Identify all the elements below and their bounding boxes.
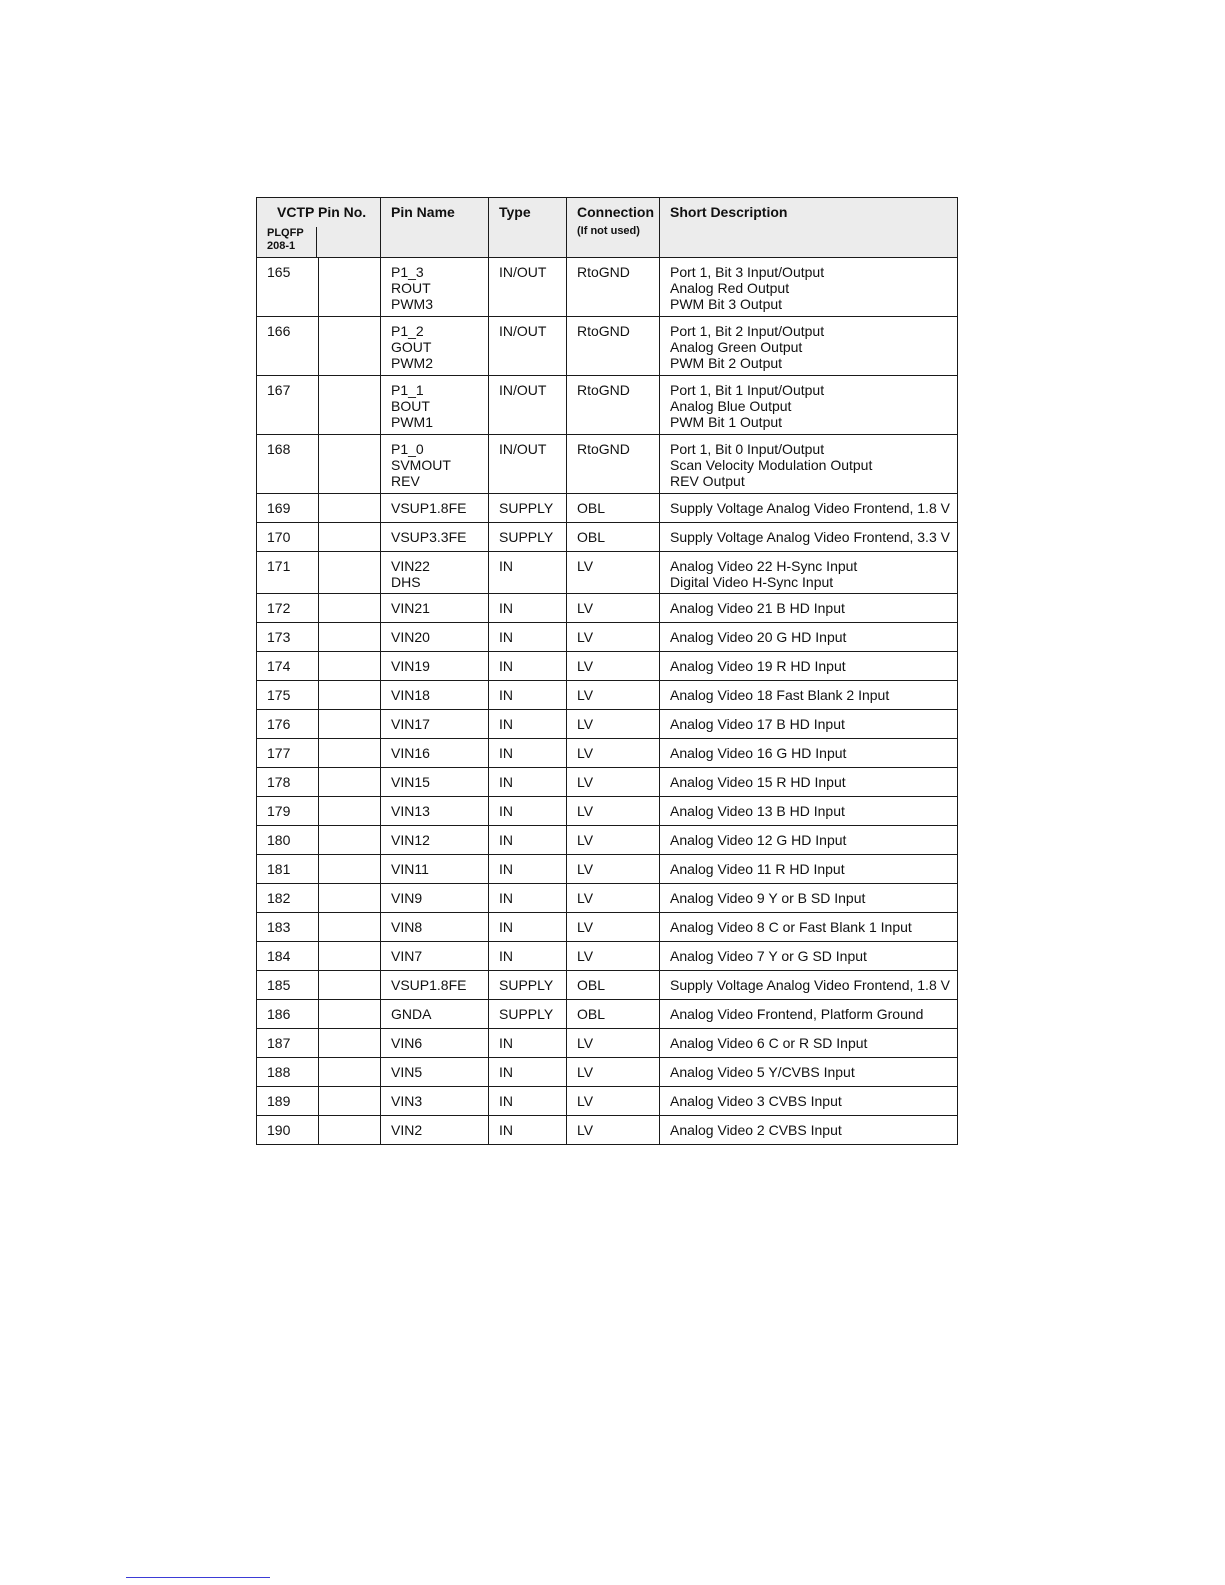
connection-cell: LV: [567, 942, 660, 971]
table-row: [257, 376, 958, 435]
pin-number-cell: 179: [257, 797, 319, 826]
connection-cell: LV: [567, 652, 660, 681]
package-pin-cell: [319, 768, 381, 797]
pin-number-cell: 177: [257, 739, 319, 768]
pin-type-cell: IN: [489, 913, 567, 942]
pin-name-line: VIN3: [391, 1093, 423, 1109]
table-row: [257, 797, 958, 826]
pin-name-line: ROUT: [391, 280, 431, 296]
description-line: Supply Voltage Analog Video Frontend, 1.8 V: [670, 977, 950, 993]
description-line: PWM Bit 1 Output: [670, 414, 783, 430]
connection-cell: RtoGND: [567, 258, 660, 317]
pin-number-cell: 166: [257, 317, 319, 376]
pin-number-cell: 190: [257, 1116, 319, 1145]
table-row: [257, 913, 958, 942]
connection-cell: LV: [567, 1029, 660, 1058]
connection-cell: LV: [567, 681, 660, 710]
header-pin-number-label: VCTP Pin No.: [277, 204, 367, 220]
connection-cell: OBL: [567, 971, 660, 1000]
table-header-row: [257, 198, 958, 258]
description-cell: [660, 913, 958, 942]
description-line: Analog Video 16 G HD Input: [670, 745, 847, 761]
connection-cell: OBL: [567, 523, 660, 552]
header-package-label: [257, 227, 317, 258]
description-line: Port 1, Bit 2 Input/Output: [670, 323, 825, 339]
pin-name-line: VIN21: [391, 600, 430, 616]
description-line: Digital Video H-Sync Input: [670, 574, 834, 590]
description-cell: [660, 768, 958, 797]
pin-type-cell: IN: [489, 594, 567, 623]
connection-cell: OBL: [567, 494, 660, 523]
description-cell: [660, 1029, 958, 1058]
description-line: Analog Red Output: [670, 280, 790, 296]
connection-cell: LV: [567, 552, 660, 594]
pin-type-cell: IN: [489, 1058, 567, 1087]
package-pin-cell: [319, 435, 381, 494]
connection-cell: LV: [567, 710, 660, 739]
package-pin-cell: [319, 942, 381, 971]
description-cell: [660, 1087, 958, 1116]
pin-type-cell: IN: [489, 1116, 567, 1145]
pin-name-line: VSUP1.8FE: [391, 977, 467, 993]
pin-type-cell: IN: [489, 826, 567, 855]
pin-name-line: GNDA: [391, 1006, 432, 1022]
description-line: Analog Video 11 R HD Input: [670, 861, 845, 877]
header-connection-sublabel: (If not used): [577, 225, 640, 237]
pin-number-cell: 172: [257, 594, 319, 623]
description-line: Analog Video 6 C or R SD Input: [670, 1035, 868, 1051]
description-line: Port 1, Bit 3 Input/Output: [670, 264, 825, 280]
description-line: Analog Video 9 Y or B SD Input: [670, 890, 866, 906]
connection-cell: RtoGND: [567, 435, 660, 494]
pin-name-line: P1_1: [391, 382, 424, 398]
pin-number-cell: 174: [257, 652, 319, 681]
connection-cell: OBL: [567, 1000, 660, 1029]
package-pin-cell: [319, 494, 381, 523]
pin-type-cell: IN: [489, 1087, 567, 1116]
package-pin-cell: [319, 652, 381, 681]
pin-name-line: PWM1: [391, 414, 433, 430]
pin-name-line: PWM3: [391, 296, 433, 312]
pin-name-line: DHS: [391, 574, 421, 590]
connection-cell: LV: [567, 1058, 660, 1087]
description-cell: [660, 826, 958, 855]
description-cell: [660, 652, 958, 681]
package-pin-cell: [319, 1058, 381, 1087]
package-pin-cell: [319, 710, 381, 739]
pin-name-cell: [381, 768, 489, 797]
description-line: Analog Video 18 Fast Blank 2 Input: [670, 687, 890, 703]
pin-name-cell: [381, 884, 489, 913]
pin-name-line: VIN22: [391, 558, 430, 574]
table-row: [257, 768, 958, 797]
pin-name-line: VIN5: [391, 1064, 423, 1080]
pin-name-cell: [381, 435, 489, 494]
description-cell: [660, 594, 958, 623]
pin-name-cell: [381, 258, 489, 317]
pin-name-line: VSUP3.3FE: [391, 529, 467, 545]
table-row: [257, 435, 958, 494]
connection-cell: LV: [567, 797, 660, 826]
pin-name-cell: [381, 826, 489, 855]
pin-number-cell: 186: [257, 1000, 319, 1029]
header-pin-name: Pin Name: [381, 198, 489, 258]
header-pin-number: [257, 198, 381, 258]
pin-type-cell: IN: [489, 942, 567, 971]
table-row: [257, 1116, 958, 1145]
pin-type-cell: IN/OUT: [489, 376, 567, 435]
pin-type-cell: IN: [489, 768, 567, 797]
description-line: Supply Voltage Analog Video Frontend, 1.8 V: [670, 500, 950, 516]
package-pin-cell: [319, 681, 381, 710]
footnote-link-underline: [126, 1577, 270, 1578]
table-row: [257, 258, 958, 317]
pin-name-line: PWM2: [391, 355, 433, 371]
pin-name-line: P1_3: [391, 264, 424, 280]
table-row: [257, 710, 958, 739]
table-row: [257, 971, 958, 1000]
pin-type-cell: IN: [489, 797, 567, 826]
table-row: [257, 494, 958, 523]
pin-name-line: P1_0: [391, 441, 424, 457]
header-connection: [567, 198, 660, 258]
description-cell: [660, 971, 958, 1000]
pin-number-cell: 183: [257, 913, 319, 942]
pin-name-line: VIN19: [391, 658, 430, 674]
pin-number-cell: 187: [257, 1029, 319, 1058]
description-cell: [660, 710, 958, 739]
pin-name-line: VIN15: [391, 774, 430, 790]
pin-name-cell: [381, 797, 489, 826]
pin-name-cell: [381, 913, 489, 942]
description-line: REV Output: [670, 473, 745, 489]
pin-number-cell: 175: [257, 681, 319, 710]
pin-number-cell: 169: [257, 494, 319, 523]
description-cell: [660, 494, 958, 523]
package-pin-cell: [319, 523, 381, 552]
pin-number-cell: 181: [257, 855, 319, 884]
table-row: [257, 523, 958, 552]
description-line: Port 1, Bit 0 Input/Output: [670, 441, 825, 457]
header-connection-label: Connection: [577, 204, 654, 220]
pin-name-cell: [381, 1000, 489, 1029]
description-line: Supply Voltage Analog Video Frontend, 3.3 V: [670, 529, 950, 545]
pin-number-cell: 170: [257, 523, 319, 552]
pin-type-cell: IN: [489, 1029, 567, 1058]
description-cell: [660, 317, 958, 376]
pin-name-line: VIN6: [391, 1035, 423, 1051]
connection-cell: LV: [567, 1087, 660, 1116]
connection-cell: LV: [567, 913, 660, 942]
table-row: [257, 652, 958, 681]
pin-name-cell: [381, 1087, 489, 1116]
description-cell: [660, 1000, 958, 1029]
package-pin-cell: [319, 317, 381, 376]
pin-name-cell: [381, 652, 489, 681]
pin-name-cell: [381, 623, 489, 652]
description-cell: [660, 623, 958, 652]
pin-number-cell: 178: [257, 768, 319, 797]
pin-name-cell: [381, 1116, 489, 1145]
pin-description-table: [256, 197, 958, 1145]
pin-name-line: VIN7: [391, 948, 423, 964]
pin-name-cell: [381, 494, 489, 523]
description-line: Analog Video Frontend, Platform Ground: [670, 1006, 924, 1022]
table-row: [257, 594, 958, 623]
package-pin-cell: [319, 913, 381, 942]
pin-name-line: VIN8: [391, 919, 423, 935]
pin-name-line: SVMOUT: [391, 457, 451, 473]
table-body: [257, 258, 958, 1145]
pin-number-cell: 184: [257, 942, 319, 971]
pin-name-line: VSUP1.8FE: [391, 500, 467, 516]
table-row: [257, 681, 958, 710]
pin-name-cell: [381, 739, 489, 768]
package-pin-cell: [319, 552, 381, 594]
connection-cell: LV: [567, 768, 660, 797]
description-line: Port 1, Bit 1 Input/Output: [670, 382, 825, 398]
package-pin-cell: [319, 739, 381, 768]
connection-cell: LV: [567, 884, 660, 913]
table-row: [257, 942, 958, 971]
header-package-line: PLQFP: [267, 227, 304, 239]
pin-type-cell: IN: [489, 681, 567, 710]
pin-type-cell: IN/OUT: [489, 258, 567, 317]
description-line: Analog Video 22 H-Sync Input: [670, 558, 858, 574]
pin-name-cell: [381, 376, 489, 435]
description-cell: [660, 884, 958, 913]
pin-number-cell: 189: [257, 1087, 319, 1116]
connection-cell: RtoGND: [567, 376, 660, 435]
description-cell: [660, 258, 958, 317]
description-line: Analog Video 20 G HD Input: [670, 629, 847, 645]
connection-cell: LV: [567, 855, 660, 884]
description-line: PWM Bit 3 Output: [670, 296, 783, 312]
table-row: [257, 1000, 958, 1029]
pin-name-cell: [381, 552, 489, 594]
connection-cell: LV: [567, 826, 660, 855]
table-row: [257, 826, 958, 855]
description-cell: [660, 681, 958, 710]
pin-type-cell: SUPPLY: [489, 971, 567, 1000]
description-cell: [660, 797, 958, 826]
table-row: [257, 317, 958, 376]
pin-name-cell: [381, 594, 489, 623]
table-row: [257, 552, 958, 594]
pin-type-cell: IN: [489, 884, 567, 913]
description-cell: [660, 523, 958, 552]
description-cell: [660, 1058, 958, 1087]
pin-name-cell: [381, 681, 489, 710]
pin-name-line: VIN13: [391, 803, 430, 819]
pin-number-cell: 168: [257, 435, 319, 494]
pin-number-cell: 185: [257, 971, 319, 1000]
description-line: Analog Video 2 CVBS Input: [670, 1122, 842, 1138]
pin-number-cell: 171: [257, 552, 319, 594]
package-pin-cell: [319, 376, 381, 435]
table-row: [257, 884, 958, 913]
package-pin-cell: [319, 884, 381, 913]
pin-type-cell: IN: [489, 552, 567, 594]
pin-name-line: GOUT: [391, 339, 432, 355]
table-row: [257, 855, 958, 884]
pin-type-cell: IN: [489, 710, 567, 739]
connection-cell: LV: [567, 623, 660, 652]
pin-name-cell: [381, 1058, 489, 1087]
package-pin-cell: [319, 855, 381, 884]
table-row: [257, 623, 958, 652]
description-line: Analog Blue Output: [670, 398, 792, 414]
package-pin-cell: [319, 826, 381, 855]
package-pin-cell: [319, 1029, 381, 1058]
pin-type-cell: SUPPLY: [489, 1000, 567, 1029]
header-type: Type: [489, 198, 567, 258]
description-line: Analog Video 13 B HD Input: [670, 803, 845, 819]
description-line: Analog Video 19 R HD Input: [670, 658, 846, 674]
pin-type-cell: IN/OUT: [489, 317, 567, 376]
description-line: Analog Video 21 B HD Input: [670, 600, 845, 616]
description-line: Analog Video 15 R HD Input: [670, 774, 846, 790]
pin-type-cell: SUPPLY: [489, 523, 567, 552]
pin-name-cell: [381, 710, 489, 739]
pin-name-line: VIN16: [391, 745, 430, 761]
pin-name-line: VIN12: [391, 832, 430, 848]
description-line: Analog Video 17 B HD Input: [670, 716, 845, 732]
pin-number-cell: 165: [257, 258, 319, 317]
description-line: Scan Velocity Modulation Output: [670, 457, 873, 473]
pin-name-line: P1_2: [391, 323, 424, 339]
table-row: [257, 1029, 958, 1058]
description-cell: [660, 1116, 958, 1145]
package-pin-cell: [319, 258, 381, 317]
pin-name-cell: [381, 855, 489, 884]
description-cell: [660, 552, 958, 594]
pin-name-line: REV: [391, 473, 420, 489]
pin-name-line: BOUT: [391, 398, 430, 414]
pin-type-cell: IN: [489, 652, 567, 681]
description-line: Analog Video 12 G HD Input: [670, 832, 847, 848]
table-row: [257, 1087, 958, 1116]
description-line: Analog Video 5 Y/CVBS Input: [670, 1064, 855, 1080]
header-package-line: 208-1: [267, 240, 296, 252]
package-pin-cell: [319, 797, 381, 826]
header-short-description: Short Description: [660, 198, 958, 258]
package-pin-cell: [319, 1087, 381, 1116]
description-line: PWM Bit 2 Output: [670, 355, 783, 371]
pin-type-cell: IN: [489, 855, 567, 884]
pin-type-cell: IN/OUT: [489, 435, 567, 494]
pin-name-cell: [381, 1029, 489, 1058]
pin-name-line: VIN20: [391, 629, 430, 645]
pin-name-line: VIN2: [391, 1122, 423, 1138]
pin-name-line: VIN11: [391, 861, 429, 877]
package-pin-cell: [319, 594, 381, 623]
package-pin-cell: [319, 971, 381, 1000]
pin-number-cell: 173: [257, 623, 319, 652]
description-cell: [660, 376, 958, 435]
pin-type-cell: SUPPLY: [489, 494, 567, 523]
package-pin-cell: [319, 1000, 381, 1029]
pin-name-line: VIN17: [391, 716, 430, 732]
package-pin-cell: [319, 623, 381, 652]
pin-name-cell: [381, 942, 489, 971]
table-row: [257, 739, 958, 768]
pin-number-cell: 167: [257, 376, 319, 435]
description-cell: [660, 855, 958, 884]
pin-name-line: VIN18: [391, 687, 430, 703]
description-line: Analog Green Output: [670, 339, 803, 355]
description-line: Analog Video 3 CVBS Input: [670, 1093, 842, 1109]
connection-cell: RtoGND: [567, 317, 660, 376]
pin-name-cell: [381, 971, 489, 1000]
pin-number-cell: 180: [257, 826, 319, 855]
pin-name-cell: [381, 523, 489, 552]
description-cell: [660, 942, 958, 971]
pin-name-line: VIN9: [391, 890, 423, 906]
pin-type-cell: IN: [489, 739, 567, 768]
connection-cell: LV: [567, 1116, 660, 1145]
package-pin-cell: [319, 1116, 381, 1145]
description-line: Analog Video 7 Y or G SD Input: [670, 948, 867, 964]
table-row: [257, 1058, 958, 1087]
pin-name-cell: [381, 317, 489, 376]
description-cell: [660, 739, 958, 768]
pin-number-cell: 182: [257, 884, 319, 913]
connection-cell: LV: [567, 594, 660, 623]
pin-type-cell: IN: [489, 623, 567, 652]
pin-number-cell: 176: [257, 710, 319, 739]
connection-cell: LV: [567, 739, 660, 768]
description-line: Analog Video 8 C or Fast Blank 1 Input: [670, 919, 912, 935]
description-cell: [660, 435, 958, 494]
pin-number-cell: 188: [257, 1058, 319, 1087]
